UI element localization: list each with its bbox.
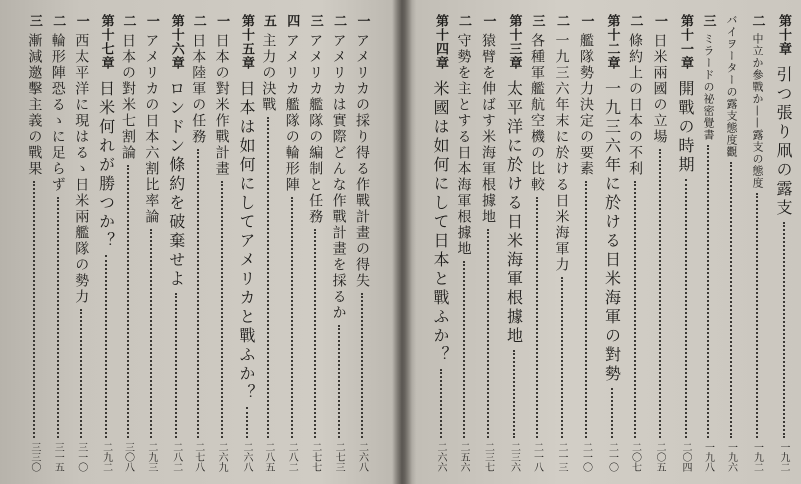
section-number: 二	[749, 14, 765, 27]
leader-dots	[756, 193, 758, 438]
leader-dots	[175, 293, 177, 438]
section-number: 一	[480, 14, 496, 27]
section-title: アメリカの日本六割比率論	[143, 33, 160, 225]
leader-dots	[463, 261, 465, 438]
section-number: 四	[284, 14, 300, 27]
section-number: 二	[50, 14, 66, 27]
toc-section-entry	[24, 14, 44, 472]
toc-section-entry	[625, 14, 645, 472]
page-number: 二一〇	[580, 442, 592, 472]
toc-section-entry	[188, 14, 208, 472]
leader-dots	[267, 117, 269, 438]
section-title: 漸減邀擊主義の戰果	[26, 33, 43, 177]
page-number: 二三七	[482, 442, 494, 472]
page-number: 二九二	[100, 442, 112, 472]
section-number: 一	[652, 14, 667, 27]
leader-dots	[291, 197, 293, 438]
toc-section-entry	[650, 14, 670, 472]
chapter-number: 第十章	[776, 14, 791, 56]
page-number: 二五六	[458, 442, 469, 472]
leader-dots	[33, 181, 35, 438]
section-title: アメリカ艦隊の輪形陣	[283, 33, 300, 193]
toc-chapter-entry	[165, 14, 188, 472]
leader-dots	[57, 197, 59, 438]
toc-section-entry	[699, 14, 718, 472]
page-number: 二七七	[309, 442, 321, 472]
page-number: 二八五	[262, 442, 274, 472]
page-number: 二〇七	[629, 442, 641, 472]
section-number: 三	[26, 14, 42, 27]
section-number: 一	[214, 14, 230, 27]
leader-dots	[659, 149, 661, 438]
chapter-number: 第十一章	[678, 14, 693, 70]
section-title: 西太平洋に現はるゝ日米兩艦隊の勢力	[73, 33, 90, 305]
chapter-title: 日本は如何にしてアメリカと戰ふか？	[237, 80, 256, 403]
page-number: 二八二	[286, 442, 298, 472]
page-number: 二七八	[192, 442, 204, 472]
section-title: バイヲーターの露支態度觀	[725, 14, 738, 158]
toc-section-entry	[329, 14, 349, 472]
toc-section-entry	[552, 14, 572, 472]
section-title: ミラードの祕密覺書	[702, 33, 715, 141]
section-number: 二	[190, 14, 206, 27]
section-title: 日本の對米七割論	[120, 33, 136, 161]
toc-chapter-entry	[235, 14, 258, 472]
toc-section-entry	[723, 14, 739, 472]
section-number: 三	[307, 14, 323, 27]
page-number: 二一八	[531, 442, 543, 472]
leader-dots	[197, 149, 199, 438]
section-title: 日米兩國の立場	[651, 33, 668, 145]
toc-section-entry	[212, 14, 232, 472]
section-title: 各種軍艦航空機の比較	[529, 33, 545, 193]
toc-section-entry	[748, 14, 767, 472]
section-title: 日本陸軍の任務	[190, 33, 207, 145]
toc-section-entry	[352, 14, 372, 472]
section-number: 二	[120, 14, 136, 27]
section-number: 二	[554, 14, 569, 27]
leader-dots	[730, 162, 732, 438]
page-number: 一九二	[778, 442, 789, 472]
leader-dots	[783, 222, 785, 438]
section-title: 艦隊勢力決定の要素	[578, 33, 594, 177]
chapter-number: 第十五章	[239, 14, 254, 70]
chapter-number: 第十二章	[604, 14, 620, 70]
section-title: 守勢を主とする日本海軍根據地	[455, 33, 472, 257]
leader-dots	[707, 145, 709, 438]
page-number: 二三六	[508, 442, 520, 472]
chapter-title: 日米何れが勝つか？	[96, 80, 116, 251]
chapter-title: 太平洋に於ける日米海軍根據地	[504, 80, 524, 346]
section-title: 中立か參戰か——露支の態度	[751, 33, 764, 189]
leader-dots	[246, 407, 248, 438]
toc-chapter-entry	[429, 14, 452, 472]
page-number: 二六九	[216, 442, 228, 472]
toc-section-entry	[141, 14, 161, 472]
section-title: 一九三六年末に於ける日米海軍力	[553, 33, 570, 273]
chapter-number: 第十三章	[506, 14, 522, 70]
leader-dots	[338, 325, 340, 438]
leader-dots	[221, 181, 223, 438]
section-title: アメリカは實際どんな作戰計畫を採るか	[330, 33, 347, 321]
page-number: 一九六	[725, 442, 737, 472]
toc-section-entry	[71, 14, 91, 472]
page-number: 三一〇	[75, 442, 87, 472]
page-number: 三一五	[52, 442, 64, 472]
leader-dots	[361, 293, 363, 438]
page-number: 一九二	[751, 442, 763, 472]
toc-section-entry	[454, 14, 474, 472]
leader-dots	[513, 350, 515, 438]
section-number: 一	[73, 14, 89, 27]
chapter-title: ロンドン條約を破棄せよ	[166, 80, 186, 289]
section-number: 二	[456, 14, 471, 27]
page-number: 二六八	[241, 442, 252, 472]
chapter-title: 米國は如何にして日本と戰ふか？	[431, 80, 450, 365]
toc-chapter-entry	[674, 14, 697, 472]
leader-dots	[440, 369, 442, 438]
page-number: 二〇四	[680, 442, 691, 472]
section-number: 三	[700, 14, 716, 27]
toc-section-entry	[258, 14, 278, 472]
page-number: 二一三	[556, 442, 567, 472]
leader-dots	[314, 229, 316, 438]
toc-section-entry	[282, 14, 302, 472]
page-number: 三〇八	[122, 442, 134, 472]
leader-dots	[585, 181, 587, 438]
chapter-number: 第十七章	[98, 14, 114, 70]
section-number: 二	[331, 14, 347, 27]
chapter-title: 開戰の時期	[676, 80, 695, 175]
leader-dots	[487, 229, 489, 438]
leader-dots	[634, 181, 636, 438]
toc-section-entry	[478, 14, 498, 472]
page-number: 二七三	[333, 442, 345, 472]
page-number: 二一〇	[606, 442, 618, 472]
section-number: 一	[578, 14, 594, 27]
leader-dots	[105, 255, 107, 438]
leader-dots	[685, 179, 687, 438]
chapter-number: 第十四章	[433, 14, 448, 70]
toc-section-entry	[527, 14, 547, 472]
toc-chapter-entry	[95, 14, 118, 472]
section-number: 三	[529, 14, 545, 27]
toc-section-entry	[305, 14, 325, 472]
leader-dots	[611, 388, 613, 438]
right-page	[402, 0, 801, 484]
section-number: 五	[260, 14, 276, 27]
page-number: 一九八	[702, 442, 714, 472]
page-number: 二九三	[145, 442, 157, 472]
toc-section-entry	[48, 14, 68, 472]
toc-chapter-entry	[772, 14, 795, 472]
toc-section-entry	[118, 14, 138, 472]
section-number: 一	[143, 14, 159, 27]
section-number: 二	[627, 14, 643, 27]
leader-dots	[150, 229, 152, 438]
chapter-title: 一九三六年に於ける日米海軍の對勢	[602, 80, 622, 384]
leader-dots	[536, 197, 538, 438]
left-page	[0, 0, 400, 484]
section-number: 一	[354, 14, 370, 27]
chapter-title: 引つ張り凧の露支	[774, 66, 793, 218]
leader-dots	[127, 165, 129, 438]
chapter-number: 第十六章	[168, 14, 184, 70]
section-title: 主力の決戰	[260, 33, 277, 113]
section-title: 輪形陣恐るゝに足らず	[49, 33, 66, 193]
leader-dots	[80, 309, 82, 438]
section-title: 猿臂を伸ばす米海軍根據地	[480, 33, 496, 225]
page-number: 二〇五	[654, 442, 665, 472]
toc-chapter-entry	[503, 14, 526, 472]
section-title: 條約上の日本の不利	[627, 33, 643, 177]
page-number: 三三〇	[28, 442, 40, 472]
toc-chapter-entry	[601, 14, 624, 472]
section-title: アメリカ艦隊の編制と任務	[307, 33, 324, 225]
page-number: 二六六	[435, 442, 446, 472]
page-number: 二六八	[356, 442, 368, 472]
section-title: アメリカの採り得る作戰計畫の得失	[354, 33, 370, 289]
section-title: 日本の對米作戰計畫	[213, 33, 230, 177]
leader-dots	[561, 277, 563, 438]
page-number: 二八二	[170, 442, 182, 472]
toc-section-entry	[576, 14, 596, 472]
